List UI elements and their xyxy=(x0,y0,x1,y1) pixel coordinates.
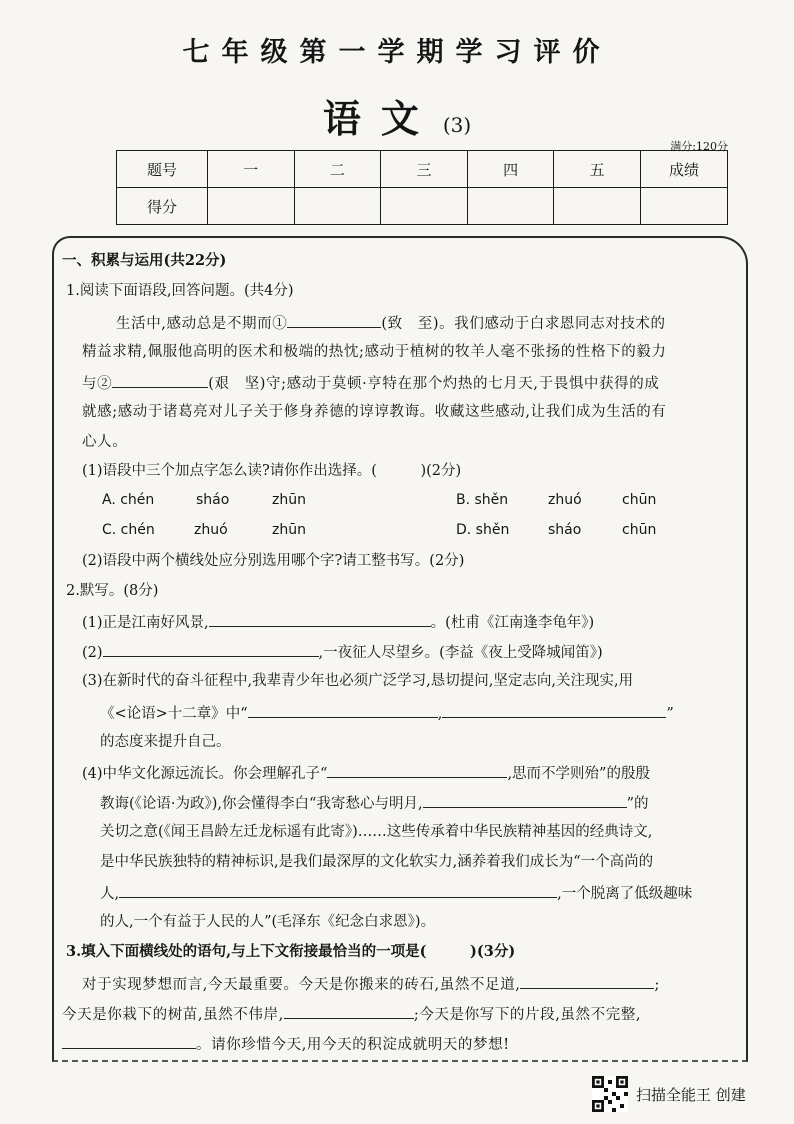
passage-text: 。请你珍惜今天,用今天的积淀成就明天的梦想! xyxy=(196,1037,510,1053)
recitation-text: ,思而不学则殆”的殷殷 xyxy=(507,766,650,782)
score-table-cell: 二 xyxy=(294,151,381,188)
option-b-reading: chūn xyxy=(622,492,657,508)
passage-text: ;今天是你写下的片段,虽然不完整, xyxy=(413,1007,642,1023)
recitation-text: ” xyxy=(666,706,674,722)
option-b[interactable] xyxy=(456,492,508,508)
recitation-text: 教诲(《论语·为政》),你会懂得李白“我寄愁心与明月, xyxy=(100,796,423,812)
score-table-cell: 题号 xyxy=(117,151,208,188)
score-entry-cell[interactable] xyxy=(208,188,295,225)
answer-blank[interactable] xyxy=(103,642,319,657)
option-c-reading: zhuó xyxy=(194,522,228,538)
answer-blank[interactable] xyxy=(520,974,654,989)
answer-blank[interactable] xyxy=(327,763,507,778)
option-c-reading: zhūn xyxy=(272,522,306,538)
recitation-line xyxy=(82,642,603,662)
answer-blank-1[interactable] xyxy=(287,313,381,328)
passage-text: 生活中,感动总是不期而① xyxy=(116,316,288,332)
score-table-score-row xyxy=(117,188,728,225)
recitation-text: , xyxy=(437,706,443,722)
option-d[interactable] xyxy=(456,522,509,538)
question-1-sub-1: (1)语段中三个加点字怎么读?请你作出选择。( )(2分) xyxy=(82,463,462,479)
recitation-text: 《<论语>十二章》中“ xyxy=(100,706,248,722)
passage-line xyxy=(82,974,660,994)
passage-line: 精益求精,佩服他高明的医术和极端的热忱;感动于植树的牧羊人毫不张扬的性格下的毅力 xyxy=(82,344,667,360)
question-1-title: 1.阅读下面语段,回答问题。(共4分) xyxy=(66,283,294,299)
option-a-reading: sháo xyxy=(196,492,230,508)
question-3-title: 3.填入下面横线处的语句,与上下文衔接最恰当的一项是( )(3分) xyxy=(66,943,516,960)
passage-line xyxy=(62,1034,510,1054)
question-1-sub-2: (2)语段中两个横线处应分别选用哪个字?请工整书写。(2分) xyxy=(82,553,465,569)
score-entry-cell[interactable] xyxy=(554,188,641,225)
scanner-brand: 扫描全能王 创建 xyxy=(636,1086,746,1104)
option-label: A. chén xyxy=(102,492,155,508)
recitation-line xyxy=(82,612,594,632)
recitation-line: 的人,一个有益于人民的人”(毛泽东《纪念白求恩》)。 xyxy=(100,914,436,930)
subject-title xyxy=(0,88,794,143)
option-d-reading: sháo xyxy=(548,522,582,538)
option-label: D. shěn xyxy=(456,522,510,538)
score-entry-cell[interactable] xyxy=(641,188,728,225)
recitation-line xyxy=(100,703,674,723)
passage-text: ; xyxy=(654,977,660,993)
answer-blank[interactable] xyxy=(119,883,557,898)
recitation-text: 人, xyxy=(100,886,120,902)
passage-line: 心人。 xyxy=(82,434,128,450)
score-table-cell: 五 xyxy=(554,151,641,188)
score-table-cell: 三 xyxy=(381,151,468,188)
recitation-line: 是中华民族独特的精神标识,是我们最深厚的文化软实力,涵养着我们成长为“一个高尚的 xyxy=(100,854,654,870)
score-table-cell: 四 xyxy=(467,151,554,188)
passage-line xyxy=(116,313,666,333)
recitation-text: (2) xyxy=(82,645,103,661)
option-label: B. shěn xyxy=(456,492,509,508)
answer-blank[interactable] xyxy=(62,1034,196,1049)
grade-title: 七年级第一学期学习评价 xyxy=(182,37,612,68)
recitation-line xyxy=(100,793,648,813)
score-table-cell: 一 xyxy=(208,151,295,188)
score-entry-cell[interactable] xyxy=(467,188,554,225)
question-2-title: 2.默写。(8分) xyxy=(66,583,159,599)
volume-number: (3) xyxy=(442,113,472,137)
answer-blank[interactable] xyxy=(209,612,431,627)
recitation-text: ”的 xyxy=(626,796,649,812)
option-b-reading: zhuó xyxy=(548,492,582,508)
recitation-line: (3)在新时代的奋斗征程中,我辈青少年也必须广泛学习,恳切提问,坚定志向,关注现实,用 xyxy=(82,673,634,689)
subject-name: 语文 xyxy=(322,96,439,141)
passage-line: 就感;感动于诸葛亮对儿子关于修身养德的谆谆教诲。收藏这些感动,让我们成为生活的有 xyxy=(82,404,667,420)
recitation-text: ,一个脱离了低级趣味 xyxy=(557,886,693,902)
passage-text: 今天是你栽下的树苗,虽然不伟岸, xyxy=(62,1007,284,1023)
option-label: C. chén xyxy=(102,522,155,538)
recitation-text: (4)中华文化源远流长。你会理解孔子“ xyxy=(82,766,328,782)
passage-line xyxy=(62,1004,641,1024)
recitation-text: 。(杜甫《江南逢李龟年》) xyxy=(430,615,595,631)
score-table-cell: 得分 xyxy=(117,188,208,225)
qr-code-icon xyxy=(592,1076,628,1112)
score-table xyxy=(116,150,728,225)
recitation-line xyxy=(100,883,692,903)
option-d-reading: chūn xyxy=(622,522,657,538)
section-title: 一、积累与运用(共22分) xyxy=(62,252,227,269)
total-score: 满分:120分 xyxy=(670,140,728,153)
passage-line xyxy=(82,373,659,393)
passage-text: 与② xyxy=(82,376,113,392)
answer-blank[interactable] xyxy=(248,703,438,718)
recitation-line: 关切之意(《闻王昌龄左迁龙标遥有此寄》)……这些传承着中华民族精神基因的经典诗文, xyxy=(100,824,653,840)
passage-text: 对于实现梦想而言,今天最重要。今天是你搬来的砖石,虽然不足道, xyxy=(82,977,521,993)
answer-blank[interactable] xyxy=(284,1004,414,1019)
answer-blank[interactable] xyxy=(442,703,666,718)
passage-text: (艰 坚)守;感动于莫顿·亨特在那个灼热的七月天,于畏惧中获得的成 xyxy=(208,376,660,392)
answer-blank-2[interactable] xyxy=(112,373,208,388)
score-table-cell: 成绩 xyxy=(641,151,728,188)
recitation-line xyxy=(82,763,650,783)
recitation-line: 的态度来提升自己。 xyxy=(100,734,231,750)
answer-blank[interactable] xyxy=(423,793,627,808)
option-a-reading: zhūn xyxy=(272,492,306,508)
score-table-header-row xyxy=(117,151,728,188)
score-entry-cell[interactable] xyxy=(294,188,381,225)
recitation-text: ,一夜征人尽望乡。(李益《夜上受降城闻笛》) xyxy=(318,645,603,661)
passage-text: (致 至)。我们感动于白求恩同志对技术的 xyxy=(381,316,666,332)
option-c[interactable] xyxy=(102,522,155,538)
recitation-text: (1)正是江南好风景, xyxy=(82,615,209,631)
score-entry-cell[interactable] xyxy=(381,188,468,225)
option-a[interactable] xyxy=(102,492,154,508)
